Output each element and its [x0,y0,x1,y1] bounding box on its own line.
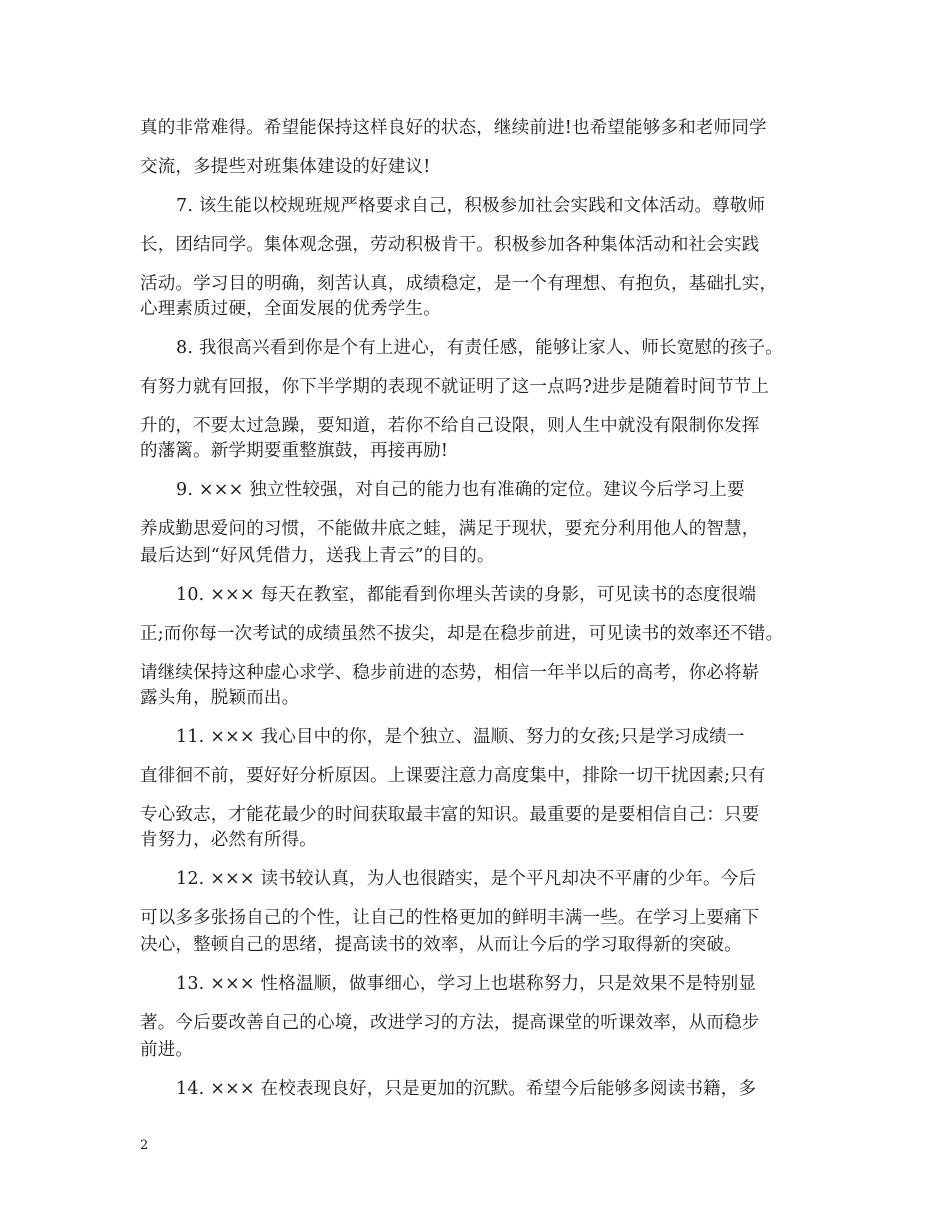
text-line: 有努力就有回报，你下半学期的表现不就证明了这一点吗?进步是随着时间节节上 [140,377,770,397]
text-line: 交流，多提些对班集体建设的好建议! [140,157,431,177]
text-line: 升的，不要太过急躁，要知道，若你不给自己设限，则人生中就没有限制你发挥 [140,416,760,436]
text-line: 请继续保持这种虚心求学、稳步前进的态势，相信一年半以后的高考，你必将崭 [140,663,760,683]
text-line: 心理素质过硬，全面发展的优秀学生。 [140,299,441,319]
text-line: 前进。 [140,1040,194,1060]
page-number: 2 [140,1138,149,1153]
text-line: 7. 该生能以校规班规严格要求自己，积极参加社会实践和文体活动。尊敬师 [176,196,766,216]
text-line: 专心致志，才能花最少的时间获取最丰富的知识。最重要的是要相信自己：只要 [140,805,760,825]
text-line: 的藩篱。新学期要重整旗鼓，再接再励! [140,441,449,461]
text-line: 正;而你每一次考试的成绩虽然不拔尖，却是在稳步前进，可见读书的效率还不错。 [140,624,784,644]
text-line: 11. ××× 我心目中的你，是个独立、温顺、努力的女孩;只是学习成绩一 [176,727,745,747]
text-line: 露头角，脱颖而出。 [140,688,300,708]
text-line: 最后达到“好风凭借力，送我上青云”的目的。 [140,546,495,566]
text-line: 长，团结同学。集体观念强，劳动积极肯干。积极参加各种集体活动和社会实践 [140,235,760,255]
text-line: 肯努力，必然有所得。 [140,830,317,850]
text-line: 10. ××× 每天在教室，都能看到你埋头苦读的身影，可见读书的态度很端 [176,585,757,605]
text-line: 直徘徊不前，要好好分析原因。上课要注意力高度集中，排除一切干扰因素;只有 [140,766,766,786]
text-line: 活动。学习目的明确，刻苦认真，成绩稳定，是一个有理想、有抱负，基础扎实， [140,274,778,294]
text-line: 12. ××× 读书较认真，为人也很踏实，是个平凡却决不平庸的少年。今后 [176,869,757,889]
text-line: 养成勤思爱问的习惯，不能做井底之蛙，满足于现状，要充分利用他人的智慧， [140,519,760,539]
text-line: 9. ××× 独立性较强，对自己的能力也有准确的定位。建议今后学习上要 [176,480,745,500]
text-line: 可以多多张扬自己的个性，让自己的性格更加的鲜明丰满一些。在学习上要痛下 [140,908,760,928]
text-line: 8. 我很高兴看到你是个有上进心，有责任感，能够让家人、师长宽慰的孩子。 [176,338,783,358]
text-line: 决心，整顿自己的思绪，提高读书的效率，从而让今后的学习取得新的突破。 [140,935,742,955]
text-line: 真的非常难得。希望能保持这样良好的状态，继续前进!也希望能够多和老师同学 [140,118,767,138]
text-line: 13. ××× 性格温顺，做事细心，学习上也堪称努力，只是效果不是特别显 [176,974,757,994]
text-line: 14. ××× 在校表现良好，只是更加的沉默。希望今后能够多阅读书籍，多 [176,1079,757,1099]
text-line: 著。今后要改善自己的心境，改进学习的方法，提高课堂的听课效率，从而稳步 [140,1013,760,1033]
